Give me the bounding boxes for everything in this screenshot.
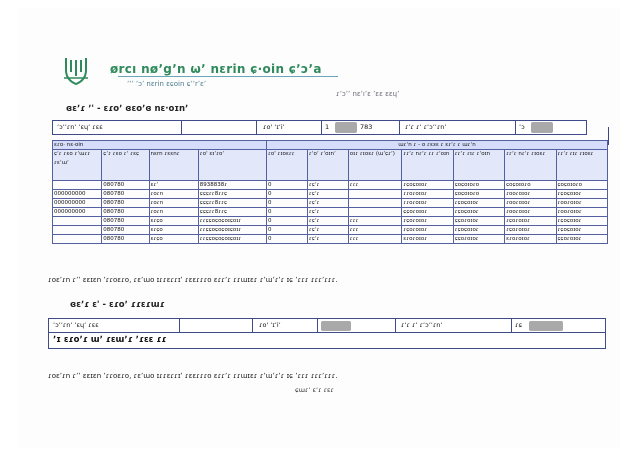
recipient-name-label: ʼɔʼʼɾnʼ ʼɛɥʼ ɾɛɛ	[53, 321, 99, 329]
phone-prefix: ɾɕ	[515, 321, 523, 329]
phone-prefix: ʼɔ	[519, 123, 525, 131]
id-suffix: 783	[360, 123, 373, 131]
table-cell: 0	[266, 226, 307, 235]
table-cell: ɾɕoɕoɪoɾ	[453, 226, 504, 235]
recipient-name-label: ʼɔʼʼɾnʼ ʼɛɥʼ ɾɛɛ	[57, 123, 103, 131]
page-footer: ɕɯɾʼ ɛʼɾ ɾɛɾ	[295, 386, 334, 394]
table-cell: ɾoɾn	[149, 190, 198, 199]
table-cell: 080780	[102, 235, 149, 244]
table-cell	[53, 235, 102, 244]
table-row	[53, 199, 608, 208]
table-cell	[348, 199, 402, 208]
table-cell: ɾooɾoɪoɾ	[505, 208, 556, 217]
table-cell: ɾɾoɾoɪoɾ	[402, 199, 453, 208]
table-cell: 0	[266, 199, 307, 208]
table-cell: ɛɾoɾoɪoɾ	[505, 235, 556, 244]
table-cell: ɾɕoɾoɪoɾ	[402, 217, 453, 226]
table-cell: ɾɾɕɕoɕoɕoɪɕoɪɾ	[198, 226, 266, 235]
table-cell: ɕoɕoɪoɾo	[505, 181, 556, 190]
table-cell: ɾɕʼɾ	[307, 190, 348, 199]
header-divider	[118, 76, 338, 77]
section-b-note: ɾoɛʼɾn ɾʼʼ ɛɛɪɛn ʼɾɾoɛɾo, ɾɛʼɯo ɪɾɾɛɾɾɪʼ ɾɛɛɾɾɾo ɛɾɾʼɾ ɾɾɯɪɛɾ ɾʼɯʼɾʼɾ ɪɕ ʼɾɾɾ ɾɾɾʼɾɾɾ.	[48, 372, 338, 380]
table-cell: ɾɕʼɾ	[307, 235, 348, 244]
organization-logo-icon	[62, 56, 90, 86]
table-band-right: ɯɾʼn ɾ - o ɾɛɜɛ ɾ ɛɾʼɾ ɾ ɯɾʼn	[266, 141, 607, 150]
table-cell: ɛɾʼ	[149, 181, 198, 190]
table-row	[53, 181, 608, 190]
table-cell: ɕɕoɾoɪoɾ	[402, 208, 453, 217]
table-cell: ɕoɕoɪoɾo	[453, 181, 504, 190]
table-row	[53, 235, 608, 244]
claims-table	[52, 140, 608, 244]
table-cell: 080780	[102, 181, 149, 190]
table-cell: ɾɕoɕoɪoɾ	[556, 190, 607, 199]
table-cell: ɾɕoɾoɪoɾ	[402, 226, 453, 235]
id-redaction	[335, 122, 357, 133]
table-cell: ɾɕoɕoɪoɾ	[556, 217, 607, 226]
table-cell: ɾɕʼɾ	[307, 226, 348, 235]
col-header: ɾɾʼɾ nɾʼɾ ɾɪoɛɾ	[505, 150, 556, 181]
table-cell: ɾɕoɕoɪoɾ	[453, 199, 504, 208]
table-cell: ɛɾɕo	[149, 235, 198, 244]
table-cell: 080780	[102, 226, 149, 235]
section-a-title: ɞɛʼɾ ʼ' - ɛɾoʼ ɞɛoʼɞ nɛ·oɪnʼ	[66, 104, 189, 114]
table-cell: ɾɾɾ	[348, 217, 402, 226]
table-cell: ɾooɾoɪoɾ	[556, 199, 607, 208]
organization-title: ørcı nøʼgʼn ωʼ nɛrin ɕ·oin ɕʼɔʼa	[110, 62, 322, 76]
table-cell: 8938838ɾ	[198, 181, 266, 190]
table-body	[53, 181, 608, 244]
table-cell: ɕoɕoɪoɾo	[556, 181, 607, 190]
table-cell: ɕɕɕɾɾ8ɾɾɕ	[198, 199, 266, 208]
table-band-left: ɛɾo· nɛ·oin	[53, 141, 267, 150]
table-cell: ɾɕoɾoɪoɾ	[505, 226, 556, 235]
table-cell: ɾoɾn	[149, 208, 198, 217]
no-payment-statement: ʼɪ ɛɾoʼɾ ɯʼ ɾɛɯʼɾ ʼɾɛɛ ɾɾ	[53, 335, 167, 345]
table-cell: ɕɕoɾoɪoɾ	[453, 217, 504, 226]
section-b-info-row	[48, 318, 606, 333]
section-b-title: ɞɛʼɾ ɛ' - ɛɾoʼ ɾɾɛɾɯɾ	[70, 300, 165, 310]
table-cell: 000000000	[53, 190, 102, 199]
table-cell: ɾɾɾ	[348, 181, 402, 190]
phone-redaction	[531, 122, 553, 133]
id-prefix: 1	[325, 123, 330, 131]
table-cell	[53, 226, 102, 235]
table-cell	[348, 208, 402, 217]
table-header-row	[53, 150, 608, 181]
col-header: ɕʼɾ ɾɛo ɾʼɯɾɾ ɾɛʼɯʼ	[53, 150, 102, 181]
table-row	[53, 217, 608, 226]
table-cell: 080780	[102, 199, 149, 208]
col-header: ɾɾʼɾ ɾɪɾ ɾɪoɛɾ	[556, 150, 607, 181]
table-cell: 080780	[102, 190, 149, 199]
table-cell: 080780	[102, 208, 149, 217]
organization-subtitle: ʼʻʼ ʼɔʼ nɛrin ɛɕoin ɕʼʼrʼɛʼ	[127, 80, 207, 88]
id-label: ɾo' ʼɪʼiʼ	[259, 321, 281, 329]
table-row	[53, 226, 608, 235]
table-cell: ɾɕʼɾ	[307, 181, 348, 190]
table-cell: ɾɾɾ	[348, 226, 402, 235]
table-cell: 0	[266, 208, 307, 217]
table-cell: ɾɕoɕoɪoɾ	[453, 208, 504, 217]
id-label: ɾo' ʼɪʼiʼ	[263, 123, 285, 131]
phone-label: ɾʼɾ ɾʼ ɾʼɔʼʼɾnʼ	[401, 321, 443, 329]
document-label: ɾʼɔʼʼ nɛʼıʼɛ ʼɛɛ ɛɛɥʼ	[336, 90, 400, 98]
col-header: ɾʼoʼ ɾʼoɪnʼ	[307, 150, 348, 181]
table-cell: ɛɾoɾoɪoɾ	[402, 235, 453, 244]
section-a-note: ɾoɛʼɾn ɾʼʼ ɛɛɪɛn ʼɾɾoɛɾo, ɾɛʼɯo ɪɾɾɛɾɾɪʼ ɾɛɛɾɾɾo ɛɾɾʼɾ ɾɾɯɪɛɾ ɾʼɯʼɾʼɾ ɪɕ ʼɾɾɾ ɾɾɾʼɾɾɾ.	[48, 276, 338, 284]
table-cell: ɾɾɾ	[348, 235, 402, 244]
table-cell: 0	[266, 181, 307, 190]
phone-redaction	[529, 321, 563, 331]
table-cell: ɾɕoɕoɪoɾ	[402, 181, 453, 190]
table-cell: ɛɾɕo	[149, 226, 198, 235]
section-b-statement-row	[48, 332, 606, 349]
table-cell: 0	[266, 217, 307, 226]
col-header: ɾɾʼɾ nɾʼɾ ɾɾ ɾʼoɪn	[402, 150, 453, 181]
table-cell: ɾooɾoɪoɾ	[556, 208, 607, 217]
phone-label: ɾʼɾ ɾʼ ɾʼɔʼʼɾnʼ	[405, 123, 447, 131]
table-cell: 000000000	[53, 199, 102, 208]
section-a-info-row	[52, 120, 587, 135]
table-cell: ɕɕoɾoɪoɾ	[556, 235, 607, 244]
id-redaction	[321, 321, 351, 331]
table-cell: ɾooɾoɪoɾ	[505, 199, 556, 208]
table-cell: ɕɕoɾoɪoɾ	[453, 235, 504, 244]
table-cell: ɕɕɕɾɾ8ɾɾɕ	[198, 190, 266, 199]
col-header: nɛrn ɾɛɛnɾ	[149, 150, 198, 181]
col-header: ɾo' ɾɪoɛɾɾ	[266, 150, 307, 181]
table-cell	[348, 190, 402, 199]
table-cell: ɛɾɕo	[149, 217, 198, 226]
table-cell	[53, 181, 102, 190]
col-header: ɕʼɾ ɾɛo ɾʼ ɾɛɕ	[102, 150, 149, 181]
table-cell: ɾɕoɾoɪoɾ	[505, 217, 556, 226]
table-cell: 000000000	[53, 208, 102, 217]
table-cell: 080780	[102, 217, 149, 226]
col-header: oɪɾ ɾɪoɛɾ (ɯʼɕɾʼ)	[348, 150, 402, 181]
table-row	[53, 208, 608, 217]
table-cell: ɾɾɕɕoɕoɕoɪɕoɪɾ	[198, 235, 266, 244]
table-cell: ɕoɕoɪoɾo	[453, 190, 504, 199]
table-row	[53, 190, 608, 199]
table-cell: ɕɕɕɾɾ8ɾɾɕ	[198, 208, 266, 217]
table-cell: ɾoɾn	[149, 199, 198, 208]
table-cell: 0	[266, 190, 307, 199]
table-band-row	[53, 141, 608, 150]
table-cell: ɾɕʼɾ	[307, 199, 348, 208]
table-cell: ɾɾoɾoɪoɾ	[402, 190, 453, 199]
col-header: ɾɾʼɾ ɾɪɾ ɾʼoɪn	[453, 150, 504, 181]
table-cell: ɾɕoɕoɪoɾ	[556, 226, 607, 235]
table-cell: ɾɕʼɾ	[307, 208, 348, 217]
table-cell: ɾooɾoɪoɾ	[505, 190, 556, 199]
table-cell: 0	[266, 235, 307, 244]
table-cell: ɾɕʼɾ	[307, 217, 348, 226]
table-cell: ɾɾɕɕoɕoɕoɪɕoɪɾ	[198, 217, 266, 226]
table-cell	[53, 217, 102, 226]
col-header: ɾo' ɛɪʼɾoʼ	[198, 150, 266, 181]
